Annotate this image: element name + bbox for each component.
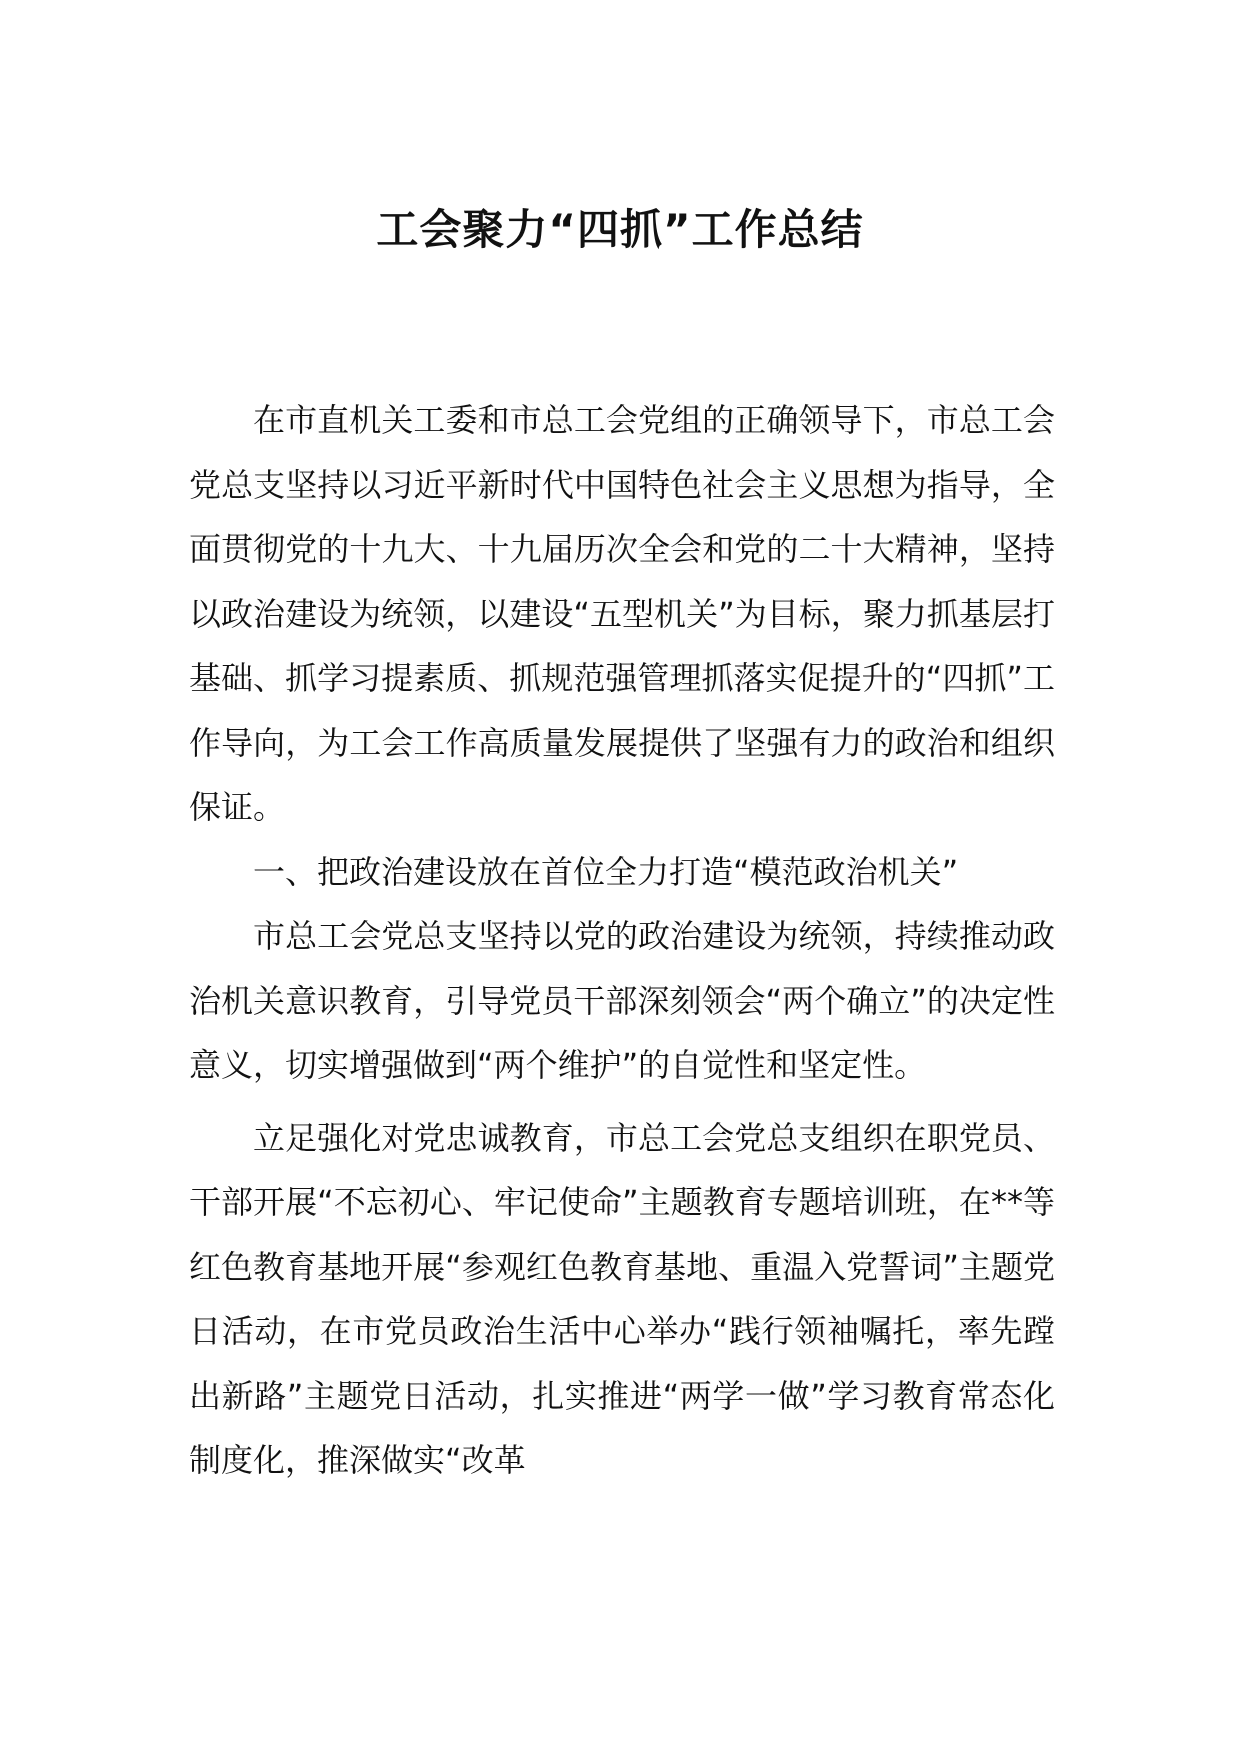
section-heading: 一、把政治建设放在首位全力打造“模范政治机关” — [253, 852, 959, 891]
document-title: 工会聚力“四抓”工作总结 — [376, 205, 864, 254]
body-paragraph-loyalty: 立足强化对党忠诚教育，市总工会党总支组织在职党员、干部开展“不忘初心、牢记使命”主题教育专题培训班，在**等红色教育基地开展“参观红色教育基地、重温入党誓词”主题党日活动，在市党员政治生活中心举办“践行领袖嘱托，率先蹚出新路”主题党日活动，扎实推进“两学一做”学习教育常态化制度化，推深做实“改革 — [189, 1118, 1055, 1479]
document-body — [189, 388, 1055, 1493]
body-paragraph-political: 市总工会党总支坚持以党的政治建设为统领，持续推动政治机关意识教育，引导党员干部深刻领会“两个确立”的决定性意义，切实增强做到“两个维护”的自觉性和坚定性。 — [189, 917, 1055, 1084]
body-paragraph-intro: 在市直机关工委和市总工会党组的正确领导下，市总工会党总支坚持以习近平新时代中国特色社会主义思想为指导，全面贯彻党的十九大、十九届历次全会和党的二十大精神，坚持以政治建设为统领，以建设“五型机关”为目标，聚力抓基层打基础、抓学习提素质、抓规范强管理抓落实促提升的“四抓”工作导向，为工会工作高质量发展提供了坚强有力的政治和组织保证。 — [189, 401, 1055, 826]
